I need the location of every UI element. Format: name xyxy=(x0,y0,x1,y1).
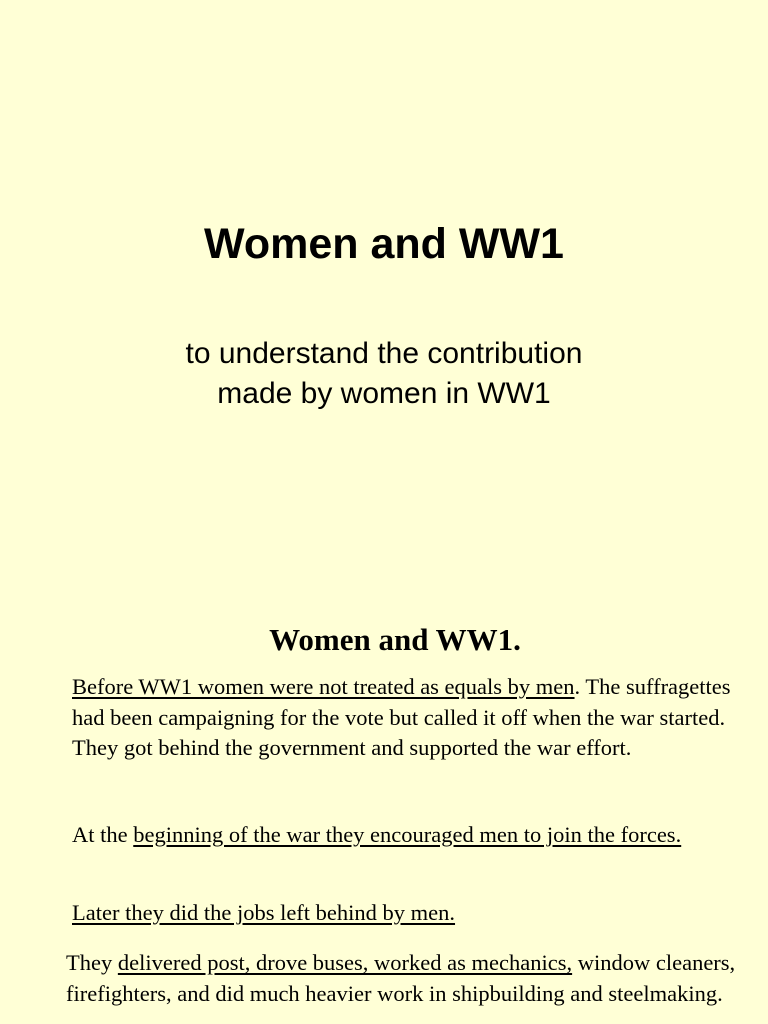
underlined-text: Before WW1 women were not treated as equals by men xyxy=(72,674,575,699)
paragraph-before-ww1 xyxy=(72,672,732,764)
slide-title: Women and WW1 xyxy=(204,220,564,268)
underlined-text: Later they did the jobs left behind by men. xyxy=(72,900,456,925)
underlined-text: delivered post, drove buses, worked as mechanics, xyxy=(117,950,573,975)
content-slide-title: Women and WW1. xyxy=(269,622,521,657)
slide-subtitle xyxy=(0,334,768,414)
content-slide xyxy=(0,576,768,1024)
paragraph-later-jobs xyxy=(72,898,732,929)
paragraph-text: window cleaners, firefighters, and did much heavier work in shipbuilding and steelmaking. xyxy=(66,950,736,1006)
subtitle-line-2: made by women in WW1 xyxy=(217,377,551,410)
paragraph-text: . The suffragettes had been campaigning for the vote but called it off when the war started. They got behind the government and supported the war effort. xyxy=(72,674,731,760)
paragraph-text: At the xyxy=(72,822,134,847)
subtitle-line-1: to understand the contribution xyxy=(185,337,583,370)
paragraph-jobs-list xyxy=(66,948,746,1009)
paragraph-text: They xyxy=(66,950,118,975)
underlined-text: beginning of the war they encouraged men to join the forces. xyxy=(133,822,682,847)
paragraph-beginning-of-war xyxy=(72,820,732,851)
